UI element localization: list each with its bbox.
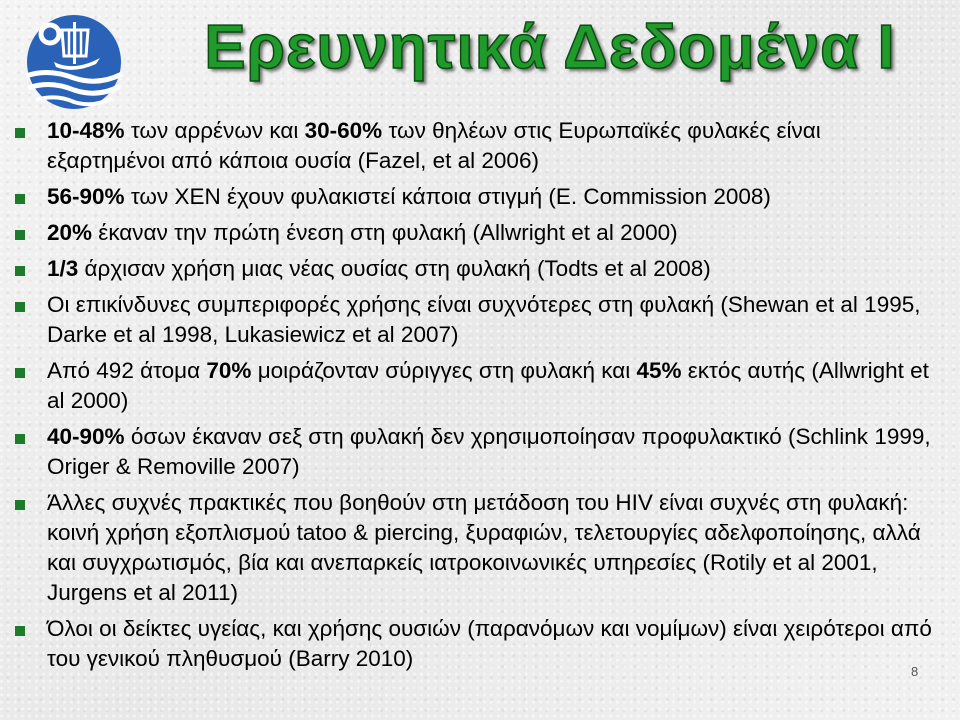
- page-number: 8: [911, 664, 919, 679]
- bullet-highlight-value: 1/3: [47, 256, 79, 281]
- bullet-text: των θηλέων στις Ευρωπαϊκές φυλακές είναι εξαρτημένοι από κάποια ουσία (Fazel, et al 2006): [47, 118, 821, 173]
- bullet-text: Από 492 άτομα: [47, 358, 207, 383]
- bullet-square-icon: [15, 368, 25, 378]
- bullet-square-icon: [15, 302, 25, 312]
- bullet-text: έκαναν την πρώτη ένεση στη φυλακή (Allwright et al 2000): [92, 220, 678, 245]
- bullet-item: [0, 614, 960, 674]
- bullet-highlight-value: 10-48%: [47, 118, 125, 143]
- bullet-highlight-value: 20%: [47, 220, 93, 245]
- bullet-text: εκτός αυτής (Allwright et al 2000): [47, 358, 929, 413]
- bullet-text: όσων έκαναν σεξ στη φυλακή δεν χρησιμοποίησαν προφυλακτικό (Schlink 1999, Origer & Removille 2007): [47, 424, 931, 479]
- bullet-square-icon: [15, 194, 25, 204]
- bullet-text: των αρρένων και: [124, 118, 305, 143]
- bullet-square-icon: [15, 128, 25, 138]
- bullet-highlight-value: 40-90%: [47, 424, 125, 449]
- bullet-list: [0, 116, 960, 680]
- bullet-text: μοιράζονταν σύριγγες στη φυλακή και: [251, 358, 637, 383]
- bullet-highlight-value: 70%: [206, 358, 252, 383]
- bullet-highlight-value: 56-90%: [47, 184, 125, 209]
- bullet-highlight-value: 45%: [636, 358, 682, 383]
- bullet-square-icon: [15, 434, 25, 444]
- slide-title: Ερευνητικά Δεδομένα Ι: [204, 13, 896, 82]
- bullet-text: των ΧΕΝ έχουν φυλακιστεί κάποια στιγμή (E. Commission 2008): [124, 184, 771, 209]
- bullet-text: Οι επικίνδυνες συμπεριφορές χρήσης είναι συχνότερες στη φυλακή (Shewan et al 1995, Darke et al 1998, Lukasiewicz et al 2007): [47, 292, 921, 347]
- bullet-item: [0, 218, 960, 248]
- bullet-item: [0, 356, 960, 416]
- bullet-square-icon: [15, 500, 25, 510]
- bullet-item: [0, 182, 960, 212]
- ship-on-waves-logo-icon: [18, 12, 130, 112]
- bullet-text: άρχισαν χρήση μιας νέας ουσίας στη φυλακή (Todts et al 2008): [78, 256, 711, 281]
- bullet-item: [0, 488, 960, 608]
- bullet-item: [0, 422, 960, 482]
- bullet-text: Όλοι οι δείκτες υγείας, και χρήσης ουσιών (παρανόμων και νομίμων) είναι χειρότεροι από του γενικού πληθυσμού (Barry 2010): [47, 616, 932, 671]
- bullet-item: [0, 290, 960, 350]
- bullet-item: [0, 116, 960, 176]
- bullet-highlight-value: 30-60%: [304, 118, 383, 143]
- bullet-square-icon: [15, 266, 25, 276]
- bullet-square-icon: [15, 230, 25, 240]
- bullet-square-icon: [15, 626, 25, 636]
- bullet-text: Άλλες συχνές πρακτικές που βοηθούν στη μετάδοση του HIV είναι συχνές στη φυλακή: κοινή χρήση εξοπλισμού tatoo & piercing, ξυραφιών, τελετουργίες αδελφοποίησης, αλλά και συγχρωτισμός, βία και ανεπαρκείς ιατροκοινωνικές υπηρεσίες (Rotily et al 2001, Jurgens et al 2011): [47, 490, 921, 605]
- bullet-item: [0, 254, 960, 284]
